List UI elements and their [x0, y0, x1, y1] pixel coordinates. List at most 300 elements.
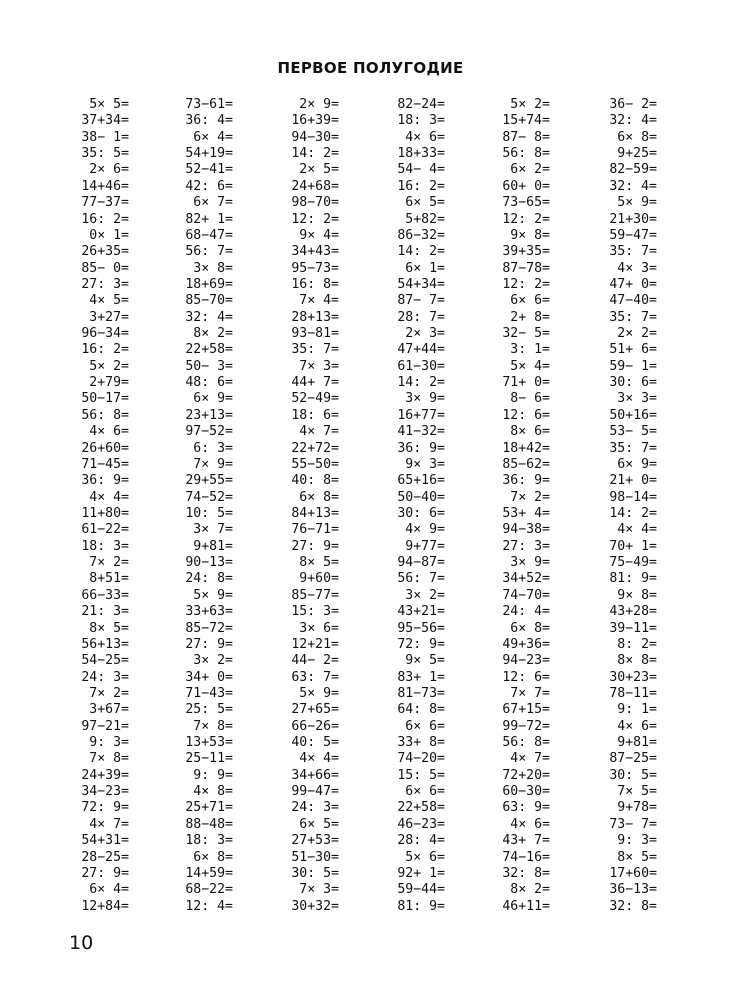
exercise-item: 82+ 1= — [185, 211, 233, 227]
exercise-item: 51−30= — [291, 849, 339, 865]
exercise-item: 61−22= — [81, 522, 129, 538]
exercise-item: 73− 7= — [609, 816, 657, 832]
exercise-item: 16+39= — [291, 113, 339, 129]
exercise-item: 3× 2= — [193, 653, 233, 669]
exercise-item: 4× 7= — [510, 751, 550, 767]
exercise-item: 14: 2= — [609, 505, 657, 521]
exercise-item: 30+23= — [609, 669, 657, 685]
exercise-item: 4× 6= — [89, 424, 129, 440]
exercise-item: 33+63= — [185, 604, 233, 620]
exercise-item: 24: 3= — [291, 800, 339, 816]
exercise-item: 7× 8= — [193, 718, 233, 734]
exercise-item: 68−22= — [185, 882, 233, 898]
exercise-item: 87− 8= — [502, 129, 550, 145]
exercise-item: 8× 5= — [89, 620, 129, 636]
exercise-item: 40: 5= — [291, 735, 339, 751]
exercise-item: 82−24= — [397, 97, 445, 112]
exercise-item: 85− 0= — [81, 260, 129, 276]
exercise-item: 8× 5= — [299, 555, 339, 571]
exercise-item: 32: 4= — [609, 178, 657, 194]
exercise-item: 4× 5= — [89, 293, 129, 309]
exercise-item: 12: 2= — [502, 211, 550, 227]
exercise-item: 76−71= — [291, 522, 339, 538]
exercise-item: 25−11= — [185, 751, 233, 767]
exercise-item: 42: 6= — [185, 178, 233, 194]
exercise-item: 74−52= — [185, 489, 233, 505]
exercise-item: 6× 8= — [193, 849, 233, 865]
exercise-item: 35: 7= — [609, 244, 657, 260]
exercise-item: 15: 5= — [397, 767, 445, 783]
exercise-item: 93−81= — [291, 326, 339, 342]
exercise-item: 6× 6= — [405, 718, 445, 734]
exercise-item: 46+11= — [502, 898, 550, 914]
exercise-item: 46−23= — [397, 816, 445, 832]
exercise-item: 75−49= — [609, 555, 657, 571]
exercise-item: 4× 6= — [405, 129, 445, 145]
exercise-item: 9+81= — [617, 735, 657, 751]
exercise-item: 7× 2= — [510, 489, 550, 505]
exercise-item: 21+ 0= — [609, 473, 657, 489]
exercise-item: 26+35= — [81, 244, 129, 260]
exercise-item: 44− 2= — [291, 653, 339, 669]
exercise-item: 0× 1= — [89, 227, 129, 243]
exercise-item: 9× 8= — [510, 227, 550, 243]
exercise-item: 34+43= — [291, 244, 339, 260]
exercise-item: 60−30= — [502, 784, 550, 800]
exercise-item: 39−11= — [609, 620, 657, 636]
exercise-item: 6× 8= — [617, 129, 657, 145]
exercise-item: 16: 2= — [397, 178, 445, 194]
exercise-column — [9, 97, 129, 915]
exercise-item: 73−65= — [502, 195, 550, 211]
exercise-item: 11+80= — [81, 505, 129, 521]
exercise-item: 2× 3= — [405, 326, 445, 342]
exercise-item: 12: 6= — [502, 407, 550, 423]
exercise-item: 7× 5= — [617, 784, 657, 800]
exercise-item: 99−47= — [291, 784, 339, 800]
exercise-item: 22+58= — [185, 342, 233, 358]
exercise-item: 6× 4= — [89, 882, 129, 898]
exercise-column — [430, 97, 550, 915]
exercise-item: 2× 2= — [617, 326, 657, 342]
exercise-item: 77−37= — [81, 195, 129, 211]
exercise-item: 3× 9= — [405, 391, 445, 407]
exercise-item: 14+59= — [185, 865, 233, 881]
exercise-item: 21: 3= — [81, 604, 129, 620]
exercise-item: 6× 7= — [193, 195, 233, 211]
exercise-item: 15+74= — [502, 113, 550, 129]
exercise-item: 78−11= — [609, 685, 657, 701]
exercise-item: 66−33= — [81, 587, 129, 603]
exercise-item: 2+ 8= — [510, 309, 550, 325]
exercise-item: 54+31= — [81, 833, 129, 849]
exercise-item: 74−16= — [502, 849, 550, 865]
exercise-item: 90−13= — [185, 555, 233, 571]
exercise-item: 32: 4= — [185, 309, 233, 325]
exercise-item: 9: 3= — [89, 735, 129, 751]
exercise-item: 4× 7= — [299, 424, 339, 440]
exercise-item: 84+13= — [291, 505, 339, 521]
exercise-item: 24: 8= — [185, 571, 233, 587]
exercise-item: 6× 5= — [299, 816, 339, 832]
exercise-item: 27: 3= — [502, 538, 550, 554]
exercise-item: 13+53= — [185, 735, 233, 751]
exercise-item: 32− 5= — [502, 326, 550, 342]
exercise-item: 7× 2= — [89, 685, 129, 701]
exercise-item: 9: 3= — [617, 833, 657, 849]
exercise-item: 60+ 0= — [502, 178, 550, 194]
exercise-item: 95−73= — [291, 260, 339, 276]
exercise-item: 8: 2= — [617, 636, 657, 652]
exercise-item: 2× 9= — [299, 97, 339, 112]
exercise-item: 3× 9= — [510, 555, 550, 571]
exercise-item: 23+13= — [185, 407, 233, 423]
exercise-item: 71+ 0= — [502, 375, 550, 391]
exercise-item: 43+ 7= — [502, 833, 550, 849]
exercise-item: 9× 8= — [617, 587, 657, 603]
exercise-item: 6× 8= — [510, 620, 550, 636]
exercise-item: 12: 2= — [502, 276, 550, 292]
exercise-item: 94−87= — [397, 555, 445, 571]
exercise-item: 35: 7= — [291, 342, 339, 358]
exercise-item: 54+34= — [397, 276, 445, 292]
exercise-item: 2× 6= — [89, 162, 129, 178]
exercise-item: 68−47= — [185, 227, 233, 243]
exercise-item: 34+52= — [502, 571, 550, 587]
exercise-item: 94−23= — [502, 653, 550, 669]
exercise-item: 5+82= — [405, 211, 445, 227]
exercise-item: 47+ 0= — [609, 276, 657, 292]
exercise-item: 9+25= — [617, 146, 657, 162]
exercise-item: 32: 8= — [609, 898, 657, 914]
exercise-item: 6× 9= — [193, 391, 233, 407]
exercise-item: 24: 4= — [502, 604, 550, 620]
exercise-item: 74−20= — [397, 751, 445, 767]
exercise-item: 4× 7= — [89, 816, 129, 832]
exercise-column — [113, 97, 233, 915]
exercise-item: 86−32= — [397, 227, 445, 243]
exercise-item: 16+77= — [397, 407, 445, 423]
exercise-item: 30: 5= — [609, 767, 657, 783]
exercise-item: 27+65= — [291, 702, 339, 718]
exercise-item: 12+84= — [81, 898, 129, 914]
exercise-item: 3+67= — [89, 702, 129, 718]
exercise-item: 6× 2= — [510, 162, 550, 178]
exercise-item: 3× 6= — [299, 620, 339, 636]
exercise-item: 6× 9= — [617, 456, 657, 472]
exercise-item: 27: 3= — [81, 276, 129, 292]
exercise-item: 9+77= — [405, 538, 445, 554]
exercise-item: 29+55= — [185, 473, 233, 489]
exercise-item: 24+68= — [291, 178, 339, 194]
exercise-item: 18+33= — [397, 146, 445, 162]
exercise-item: 92+ 1= — [397, 865, 445, 881]
exercise-item: 36: 9= — [397, 440, 445, 456]
exercise-item: 14: 2= — [397, 244, 445, 260]
exercise-item: 83+ 1= — [397, 669, 445, 685]
exercise-item: 44+ 7= — [291, 375, 339, 391]
exercise-item: 97−52= — [185, 424, 233, 440]
exercise-item: 9: 1= — [617, 702, 657, 718]
exercise-item: 55−50= — [291, 456, 339, 472]
exercise-item: 6: 3= — [193, 440, 233, 456]
exercise-item: 50−17= — [81, 391, 129, 407]
exercise-item: 2+79= — [89, 375, 129, 391]
exercise-item: 8× 6= — [510, 424, 550, 440]
exercise-item: 63: 9= — [502, 800, 550, 816]
exercise-item: 7× 4= — [299, 293, 339, 309]
exercise-item: 5× 6= — [405, 849, 445, 865]
exercise-item: 65+16= — [397, 473, 445, 489]
exercise-item: 66−26= — [291, 718, 339, 734]
exercise-item: 5× 9= — [617, 195, 657, 211]
exercise-item: 52−41= — [185, 162, 233, 178]
exercise-item: 2× 5= — [299, 162, 339, 178]
exercise-item: 12+21= — [291, 636, 339, 652]
exercise-item: 18+69= — [185, 276, 233, 292]
exercise-item: 98−70= — [291, 195, 339, 211]
exercise-item: 4× 4= — [89, 489, 129, 505]
exercise-item: 94−30= — [291, 129, 339, 145]
exercise-item: 56: 7= — [397, 571, 445, 587]
exercise-item: 6× 1= — [405, 260, 445, 276]
exercise-item: 6× 4= — [193, 129, 233, 145]
exercise-item: 14: 2= — [291, 146, 339, 162]
exercise-item: 3× 7= — [193, 522, 233, 538]
exercise-item: 27: 9= — [185, 636, 233, 652]
exercise-grid — [0, 97, 741, 927]
exercise-item: 4× 3= — [617, 260, 657, 276]
exercise-item: 56+13= — [81, 636, 129, 652]
exercise-item: 33+ 8= — [397, 735, 445, 751]
exercise-item: 30: 6= — [397, 505, 445, 521]
exercise-item: 32: 8= — [502, 865, 550, 881]
exercise-item: 7× 3= — [299, 882, 339, 898]
exercise-item: 56: 7= — [185, 244, 233, 260]
exercise-item: 6× 6= — [405, 784, 445, 800]
exercise-item: 5× 4= — [510, 358, 550, 374]
exercise-item: 59−47= — [609, 227, 657, 243]
exercise-item: 27: 9= — [291, 538, 339, 554]
exercise-item: 6× 6= — [510, 293, 550, 309]
exercise-item: 38− 1= — [81, 129, 129, 145]
exercise-item: 39+35= — [502, 244, 550, 260]
exercise-item: 16: 2= — [81, 211, 129, 227]
exercise-item: 14: 2= — [397, 375, 445, 391]
exercise-item: 14+46= — [81, 178, 129, 194]
exercise-item: 48: 6= — [185, 375, 233, 391]
exercise-item: 27: 9= — [81, 865, 129, 881]
exercise-item: 5× 2= — [89, 358, 129, 374]
exercise-item: 94−38= — [502, 522, 550, 538]
exercise-item: 16: 8= — [291, 276, 339, 292]
exercise-item: 71−43= — [185, 685, 233, 701]
exercise-item: 99−72= — [502, 718, 550, 734]
exercise-item: 54− 4= — [397, 162, 445, 178]
exercise-item: 36: 9= — [81, 473, 129, 489]
exercise-item: 18: 6= — [291, 407, 339, 423]
exercise-item: 72: 9= — [397, 636, 445, 652]
exercise-item: 24+39= — [81, 767, 129, 783]
exercise-item: 81: 9= — [609, 571, 657, 587]
exercise-item: 96−34= — [81, 326, 129, 342]
exercise-item: 3× 3= — [617, 391, 657, 407]
exercise-item: 36−13= — [609, 882, 657, 898]
exercise-item: 4× 4= — [299, 751, 339, 767]
exercise-item: 71−45= — [81, 456, 129, 472]
exercise-item: 87−25= — [609, 751, 657, 767]
exercise-item: 53+ 4= — [502, 505, 550, 521]
exercise-item: 74−70= — [502, 587, 550, 603]
exercise-item: 7× 7= — [510, 685, 550, 701]
exercise-item: 49+36= — [502, 636, 550, 652]
exercise-item: 18: 3= — [397, 113, 445, 129]
exercise-item: 9× 5= — [405, 653, 445, 669]
exercise-item: 5× 9= — [193, 587, 233, 603]
exercise-item: 53− 5= — [609, 424, 657, 440]
exercise-item: 12: 4= — [185, 898, 233, 914]
exercise-column — [325, 97, 445, 915]
exercise-item: 85−72= — [185, 620, 233, 636]
exercise-item: 8× 5= — [617, 849, 657, 865]
exercise-item: 88−48= — [185, 816, 233, 832]
exercise-item: 25: 5= — [185, 702, 233, 718]
exercise-item: 87−78= — [502, 260, 550, 276]
page-number: 10 — [69, 932, 94, 954]
exercise-item: 28+13= — [291, 309, 339, 325]
exercise-item: 34−23= — [81, 784, 129, 800]
exercise-item: 40: 8= — [291, 473, 339, 489]
exercise-column — [219, 97, 339, 915]
exercise-item: 56: 8= — [502, 146, 550, 162]
exercise-item: 37+34= — [81, 113, 129, 129]
exercise-item: 24: 3= — [81, 669, 129, 685]
exercise-item: 9: 9= — [193, 767, 233, 783]
exercise-item: 7× 2= — [89, 555, 129, 571]
exercise-item: 50+16= — [609, 407, 657, 423]
exercise-item: 8× 8= — [617, 653, 657, 669]
exercise-item: 97−21= — [81, 718, 129, 734]
exercise-item: 81−73= — [397, 685, 445, 701]
exercise-item: 47−40= — [609, 293, 657, 309]
exercise-item: 5× 5= — [89, 97, 129, 112]
exercise-item: 35: 5= — [81, 146, 129, 162]
exercise-item: 59− 1= — [609, 358, 657, 374]
exercise-item: 5× 9= — [299, 685, 339, 701]
exercise-item: 28: 7= — [397, 309, 445, 325]
exercise-item: 12: 6= — [502, 669, 550, 685]
exercise-item: 4× 8= — [193, 784, 233, 800]
exercise-item: 43+28= — [609, 604, 657, 620]
exercise-item: 27+53= — [291, 833, 339, 849]
exercise-item: 17+60= — [609, 865, 657, 881]
exercise-item: 70+ 1= — [609, 538, 657, 554]
exercise-item: 3× 2= — [405, 587, 445, 603]
exercise-item: 64: 8= — [397, 702, 445, 718]
exercise-item: 3× 8= — [193, 260, 233, 276]
exercise-item: 95−56= — [397, 620, 445, 636]
exercise-item: 3+27= — [89, 309, 129, 325]
exercise-item: 72: 9= — [81, 800, 129, 816]
exercise-item: 26+60= — [81, 440, 129, 456]
exercise-item: 18: 3= — [81, 538, 129, 554]
exercise-item: 8− 6= — [510, 391, 550, 407]
exercise-item: 36: 9= — [502, 473, 550, 489]
exercise-column — [537, 97, 657, 915]
exercise-item: 32: 4= — [609, 113, 657, 129]
exercise-item: 22+72= — [291, 440, 339, 456]
exercise-item: 28: 4= — [397, 833, 445, 849]
exercise-item: 4× 9= — [405, 522, 445, 538]
exercise-item: 61−30= — [397, 358, 445, 374]
exercise-item: 6× 8= — [299, 489, 339, 505]
exercise-item: 10: 5= — [185, 505, 233, 521]
exercise-item: 54+19= — [185, 146, 233, 162]
exercise-item: 34+ 0= — [185, 669, 233, 685]
exercise-item: 63: 7= — [291, 669, 339, 685]
exercise-item: 6× 5= — [405, 195, 445, 211]
exercise-item: 50− 3= — [185, 358, 233, 374]
exercise-item: 85−62= — [502, 456, 550, 472]
exercise-item: 81: 9= — [397, 898, 445, 914]
exercise-item: 30: 6= — [609, 375, 657, 391]
exercise-item: 36: 4= — [185, 113, 233, 129]
exercise-item: 12: 2= — [291, 211, 339, 227]
exercise-item: 30+32= — [291, 898, 339, 914]
exercise-item: 8× 2= — [193, 326, 233, 342]
exercise-item: 4× 4= — [617, 522, 657, 538]
exercise-item: 4× 6= — [617, 718, 657, 734]
exercise-item: 52−49= — [291, 391, 339, 407]
exercise-item: 72+20= — [502, 767, 550, 783]
exercise-item: 25+71= — [185, 800, 233, 816]
exercise-item: 87− 7= — [397, 293, 445, 309]
exercise-item: 3: 1= — [510, 342, 550, 358]
exercise-item: 15: 3= — [291, 604, 339, 620]
exercise-item: 21+30= — [609, 211, 657, 227]
exercise-item: 54−25= — [81, 653, 129, 669]
exercise-item: 8× 2= — [510, 882, 550, 898]
exercise-item: 5× 2= — [510, 97, 550, 112]
exercise-item: 82−59= — [609, 162, 657, 178]
exercise-item: 18: 3= — [185, 833, 233, 849]
exercise-item: 9+78= — [617, 800, 657, 816]
exercise-item: 30: 5= — [291, 865, 339, 881]
exercise-item: 22+58= — [397, 800, 445, 816]
exercise-item: 85−70= — [185, 293, 233, 309]
exercise-item: 59−44= — [397, 882, 445, 898]
exercise-item: 51+ 6= — [609, 342, 657, 358]
exercise-item: 9× 3= — [405, 456, 445, 472]
exercise-item: 73−61= — [185, 97, 233, 112]
exercise-item: 7× 3= — [299, 358, 339, 374]
exercise-item: 50−40= — [397, 489, 445, 505]
exercise-item: 7× 9= — [193, 456, 233, 472]
exercise-item: 56: 8= — [502, 735, 550, 751]
exercise-item: 67+15= — [502, 702, 550, 718]
exercise-item: 36− 2= — [609, 97, 657, 112]
exercise-item: 43+21= — [397, 604, 445, 620]
exercise-item: 47+44= — [397, 342, 445, 358]
exercise-item: 18+42= — [502, 440, 550, 456]
exercise-item: 56: 8= — [81, 407, 129, 423]
exercise-item: 8+51= — [89, 571, 129, 587]
page-title: ПЕРВОЕ ПОЛУГОДИЕ — [277, 59, 464, 77]
exercise-item: 85−77= — [291, 587, 339, 603]
exercise-item: 7× 8= — [89, 751, 129, 767]
exercise-item: 41−32= — [397, 424, 445, 440]
exercise-item: 35: 7= — [609, 309, 657, 325]
